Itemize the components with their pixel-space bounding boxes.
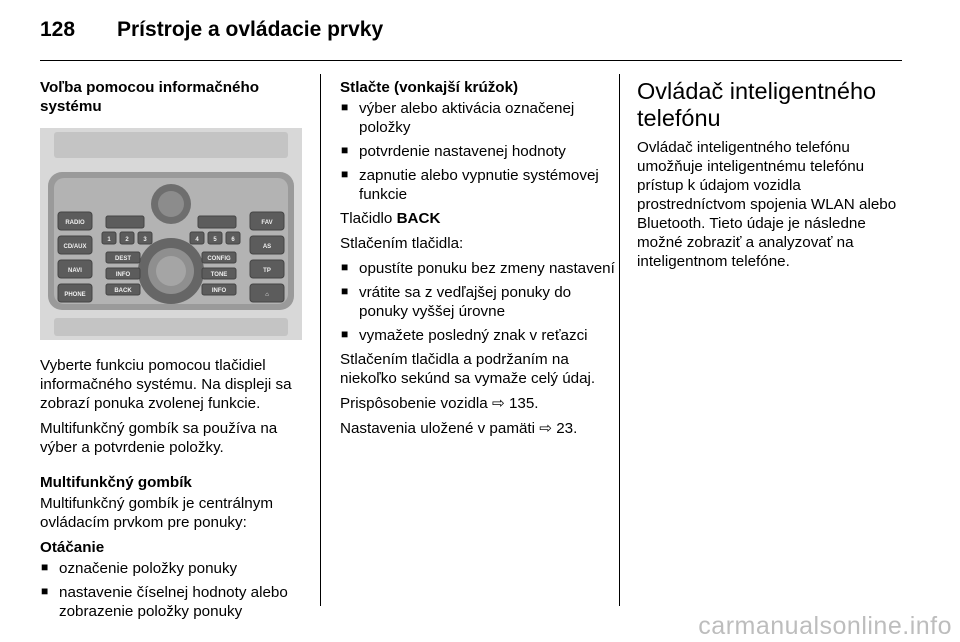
column-divider (619, 74, 620, 606)
back-label: BACK (114, 288, 132, 294)
subheading: Stlačte (vonkajší krúžok) (340, 79, 519, 96)
back-prefix: Tlačidlo (340, 210, 397, 227)
section-heading: Voľba pomocou informačného systému (40, 79, 260, 115)
page-title: Prístroje a ovládacie prvky (117, 18, 384, 41)
section-heading: Ovládač inteligentného telefónu (637, 78, 877, 131)
back-button-heading (340, 209, 616, 228)
preset-5-label: 5 (213, 237, 217, 243)
preset-1-label: 1 (107, 237, 111, 243)
list-item: ■ zapnutie alebo vypnutie systémovej funkcie (340, 166, 616, 204)
paragraph: Multifunkčný gombík je centrálnym ovládacím prvkom pre ponuky: (40, 495, 273, 531)
page-link[interactable]: 23. (556, 420, 578, 437)
reference-text: Prispôsobenie vozidla (340, 395, 488, 412)
preset-2-label: 2 (125, 237, 129, 243)
navi-label: NAVI (68, 268, 82, 274)
list-item: ■ označenie položky ponuky (40, 559, 308, 578)
radio-control-panel-image (40, 128, 302, 340)
paragraph: Multifunkčný gombík sa používa na výber a potvrdenie položky. (40, 420, 278, 456)
radio-label: RADIO (65, 220, 85, 226)
column-divider (320, 74, 321, 606)
preset-6-label: 6 (231, 237, 235, 243)
phone-label: PHONE (64, 292, 86, 298)
paragraph: Vyberte funkciu pomocou tlačidiel informačného systému. Na displeji sa zobrazí ponuka zvolenej funkcie. (40, 357, 292, 412)
fav-label: FAV (261, 220, 273, 226)
home-icon: ⌂ (265, 292, 269, 298)
reference-text: Nastavenia uložené v pamäti (340, 420, 536, 437)
column-3 (637, 78, 907, 277)
column-2 (340, 78, 616, 444)
cross-reference (340, 394, 616, 413)
subheading: Multifunkčný gombík (40, 474, 192, 491)
list-item: ■ opustíte ponuku bez zmeny nastavení (340, 259, 616, 278)
subheading: Otáčanie (40, 539, 105, 556)
paragraph: Stlačením tlačidla: (340, 235, 464, 252)
list-item: ■ potvrdenie nastavenej hodnoty (340, 142, 616, 161)
preset-3-label: 3 (143, 237, 147, 243)
arrow-icon: ⇨ (491, 395, 505, 412)
column-1 (40, 78, 308, 626)
page-link[interactable]: 135. (508, 395, 539, 412)
list-item: ■ výber alebo aktivácia označenej položky (340, 99, 616, 137)
watermark: carmanualsonline.info (698, 612, 952, 640)
tone-label: TONE (210, 272, 228, 278)
cross-reference (340, 419, 616, 438)
tp-label: TP (263, 268, 271, 274)
cd-aux-label: CD/AUX (63, 244, 87, 250)
config-label: CONFIG (207, 256, 231, 262)
paragraph: Ovládač inteligentného telefónu umožňuje inteligentnému telefónu prístup k údajom vozidla prostredníctvom spojenia WLAN alebo Bluetooth. Tieto údaje je následne možné zobraziť a analyzovať na inteligentnom telefóne. (637, 139, 897, 270)
preset-4-label: 4 (195, 237, 199, 243)
dest-label: DEST (114, 256, 132, 262)
back-label: BACK (396, 210, 441, 227)
list-item: ■ vrátite sa z vedľajšej ponuky do ponuky vyššej úrovne (340, 283, 616, 321)
list-item: ■ vymažete posledný znak v reťazci (340, 326, 616, 345)
info-right-label: INFO (211, 288, 227, 294)
arrow-icon: ⇨ (539, 420, 552, 437)
as-label: AS (262, 244, 272, 250)
info-left-label: INFO (115, 272, 131, 278)
paragraph: Stlačením tlačidla a podržaním na niekoľko sekúnd sa vymaže celý údaj. (340, 351, 596, 387)
header-rule (40, 60, 902, 61)
page-header (40, 18, 902, 58)
list-item: ■ nastavenie číselnej hodnoty alebo zobrazenie položky ponuky (40, 583, 308, 621)
page-number: 128 (40, 18, 76, 41)
